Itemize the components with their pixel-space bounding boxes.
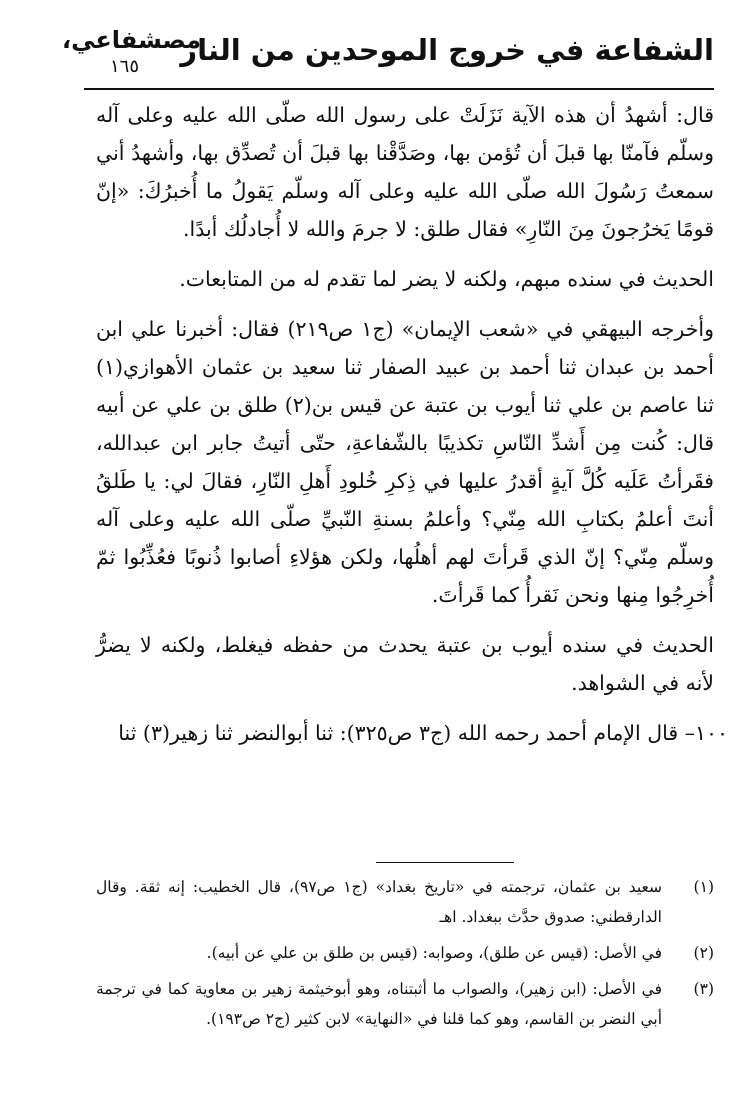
header-rule: [84, 88, 714, 90]
footnote: [96, 938, 714, 968]
footnote-number: (١): [693, 878, 714, 896]
paragraph-hadith-100: ١٠٠– قال الإمام أحمد رحمه الله (ج٣ ص٣٢٥): ثنا أبوالنضر ثنا زهير(٣) ثنا: [118, 721, 728, 745]
page-number: ١٦٥: [110, 56, 140, 77]
paragraph-grading-2: الحديث في سنده أيوب بن عتبة يحدث من حفظه فيغلط، ولكنه لا يضرُّ لأنه في الشواهد.: [96, 633, 714, 695]
paragraph-testimony: قال: أشهدُ أن هذه الآية نَزَلَتْ على رسول الله صلّى الله عليه وعلى آله وسلّم فآمنّا بها قبلَ أن تُؤمن بها، وصَدَّقْنا بها قبلَ أن تُصدِّق بها، وأشهدُ أني سمعتُ رَسُولَ الله صلّى الله عليه وعلى آله وسلّم يَقولُ ما أُخبرُكَ: «إنّ قومًا يَخرُجونَ مِنَ النّارِ» فقال طلق: لا جرمَ والله لا أُجادلُك أبدًا.: [96, 103, 714, 241]
footnote: [96, 872, 714, 932]
footnote-number: (٣): [693, 980, 714, 998]
footnote-number: (٢): [693, 944, 714, 962]
footnotes: [96, 872, 714, 1040]
paragraph-bayhaqi-narration: وأخرجه البيهقي في «شعب الإيمان» (ج١ ص٢١٩) فقال: أخبرنا علي ابن أحمد بن عبدان ثنا أحمد بن عبيد الصفار ثنا سعيد بن عثمان الأهوازي(١) ثنا عاصم بن علي ثنا أيوب بن عتبة عن قيس بن(٢) طلق بن علي عن أبيه قال: كُنت مِن أَشدِّ النّاسِ تكذيبًا بالشّفاعةِ، حتّى أتيتُ جابر ابن عبدالله، فقَرأتُ عَلَيه كُلَّ آيةٍ أقدرُ عليها في ذِكرِ خُلودِ أَهلِ النّارِ، فقالَ لي: يا طَلقُ أنتَ أعلمُ بكتابِ الله مِنّي؟ وأعلمُ بسنةِ النّبيِّ صلّى الله عليه وعلى آله وسلّم مِنّي؟ إنّ الذي قَرأتَ لهم أهلُها، ولكن هؤلاءِ أصابوا ذُنوبًا فعُذِّبُوا ثمّ أُخرِجُوا مِنها ونحن نَقرأُ كما قَرأتَ.: [96, 317, 714, 607]
main-text: [96, 96, 728, 764]
running-title: الشفاعة في خروج الموحدين من النار: [180, 33, 714, 67]
page-header: [62, 22, 714, 82]
paragraph-grading-1: الحديث في سنده مبهم، ولكنه لا يضر لما تقدم له من المتابعات.: [179, 267, 714, 291]
footnote: [96, 974, 714, 1034]
footnote-text: في الأصل: (قيس عن طلق)، وصوابه: (قيس بن طلق بن علي عن أبيه).: [206, 944, 662, 962]
footnote-text: في الأصل: (ابن زهير)، والصواب ما أثبتناه، وهو أبوخيثمة زهير بن معاوية كما في ترجمة أبي النضر بن القاسم، وهو كما قلنا في «النهاية» لابن كثير (ج٢ ص١٩٣).: [96, 980, 662, 1028]
series-logo: مصشفاعي،: [62, 26, 202, 54]
footnote-separator: [376, 862, 514, 863]
footnote-text: سعيد بن عثمان، ترجمته في «تاريخ بغداد» (ج١ ص٩٧)، قال الخطيب: إنه ثقة. وقال الدارقطني: صدوق حدَّث ببغداد. اهـ: [96, 878, 662, 926]
